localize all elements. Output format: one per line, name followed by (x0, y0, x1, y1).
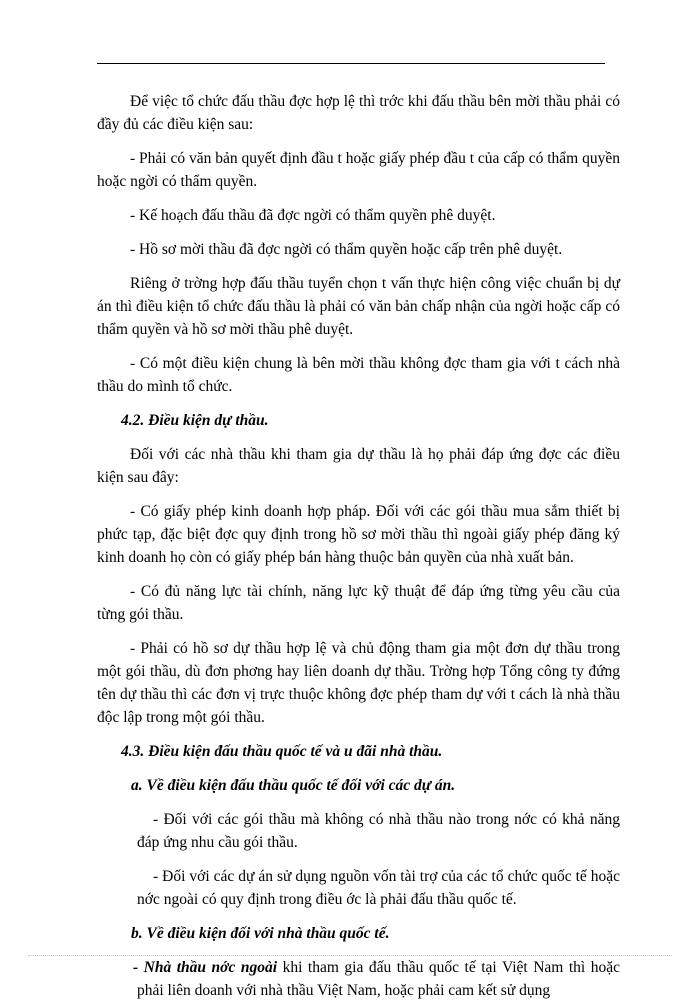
final-paragraph-text: khi tham gia đấu thầu quốc tế tại Việt Nam thì hoặc phải liên doanh với nhà thầu Việt Nam, hoặc phải cam kết sử dụng (137, 959, 620, 999)
footer-dotted-rule (28, 955, 672, 956)
paragraph: - Hồ sơ mời thầu đã đợc ngời có thẩm quyền hoặc cấp trên phê duyệt. (130, 241, 563, 258)
paragraph: Riêng ở trờng hợp đấu thầu tuyển chọn t vấn thực hiện công việc chuẩn bị dự án thì điều kiện tổ chức đấu thầu là phải có văn bản chấp nhận của ngời hoặc cấp có thẩm quyền và hồ sơ mời thầu phê duyệt. (97, 275, 620, 338)
paragraph: - Có một điều kiện chung là bên mời thầu không đợc tham gia với t cách nhà thầu do mình tổ chức. (97, 355, 620, 395)
paragraph: - Phải có hồ sơ dự thầu hợp lệ và chủ động tham gia một đơn dự thầu trong một gói thầu, dù đơn phơng hay liên doanh dự thầu. Trờng hợp Tổng công ty đứng tên dự thầu thì các đơn vị trực thuộc không đợc phép tham dự với t cách là nhà thầu độc lập trong một gói thầu. (97, 640, 620, 726)
header-rule (97, 63, 605, 64)
section-heading: 4.3. Điều kiện đấu thầu quốc tế và u đãi nhà thầu. (121, 743, 443, 760)
section-heading: 4.2. Điều kiện dự thầu. (121, 412, 269, 429)
paragraph: Đối với các nhà thầu khi tham gia dự thầu là họ phải đáp ứng đợc các điều kiện sau đây: (97, 446, 620, 486)
paragraph: Để việc tổ chức đấu thầu đợc hợp lệ thì trớc khi đấu thầu bên mời thầu phải có đầy đủ các điều kiện sau: (97, 93, 620, 133)
paragraph: - Phải có văn bản quyết định đầu t hoặc giấy phép đầu t của cấp có thẩm quyền hoặc ngời có thẩm quyền. (97, 150, 620, 190)
paragraph: - Có giấy phép kinh doanh hợp pháp. Đối với các gói thầu mua sắm thiết bị phức tạp, đặc biệt đợc quy định trong hồ sơ mời thầu thì ngoài giấy phép đăng ký kinh doanh họ còn có giấy phép bán hàng thuộc bản quyền của nhà xuất bản. (97, 503, 620, 566)
final-paragraph (97, 956, 620, 1002)
subsection-heading: b. Về điều kiện đối với nhà thầu quốc tế. (131, 925, 390, 942)
document-body (97, 90, 620, 1002)
paragraph: - Kế hoạch đấu thầu đã đợc ngời có thẩm quyền phê duyệt. (130, 207, 496, 224)
indented-paragraph: - Đối với các dự án sử dụng nguồn vốn tài trợ của các tổ chức quốc tế hoặc nớc ngoài có quy định trong điều ớc là phải đấu thầu quốc tế. (137, 868, 620, 908)
paragraph: - Có đủ năng lực tài chính, năng lực kỹ thuật để đáp ứng từng yêu cầu của từng gói thầu. (97, 583, 620, 623)
subsection-heading: a. Về điều kiện đấu thầu quốc tế đối với các dự án. (131, 777, 456, 794)
final-paragraph-lead: - Nhà thầu nớc ngoài (133, 959, 278, 976)
indented-paragraph: - Đối với các gói thầu mà không có nhà thầu nào trong nớc có khả năng đáp ứng nhu cầu gói thầu. (137, 811, 620, 851)
